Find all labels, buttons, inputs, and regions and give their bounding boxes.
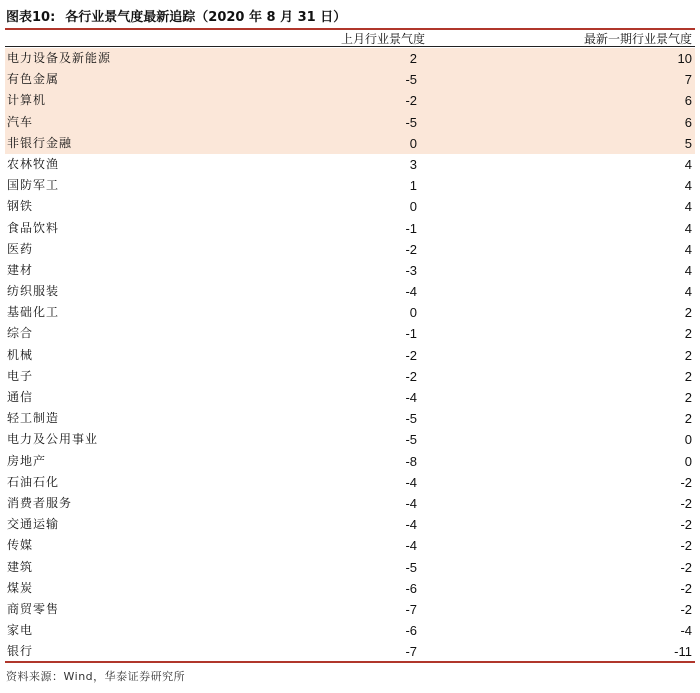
industry-name: 房地产: [7, 453, 47, 468]
industry-name: 家电: [7, 623, 34, 638]
industry-name: 电力及公用事业: [7, 432, 99, 447]
prev-value: -4: [405, 284, 417, 300]
prev-value: -4: [405, 517, 417, 533]
figure-title: [6, 4, 700, 26]
prev-value: -7: [405, 601, 417, 617]
industry-name: 钢铁: [7, 199, 34, 214]
table-row: [5, 451, 695, 472]
table-row: [5, 641, 695, 662]
industry-name: 建材: [7, 262, 34, 277]
table-row: [5, 557, 695, 578]
prev-value: -1: [405, 220, 417, 236]
table-row: [5, 302, 695, 323]
table-row: [5, 514, 695, 535]
table-row: [5, 535, 695, 556]
industry-name: 建筑: [7, 559, 34, 574]
source-note: 资料来源：Wind，华泰证券研究所: [6, 670, 186, 683]
table-row: [5, 218, 695, 239]
prev-value: -4: [405, 538, 417, 554]
table-row: [5, 472, 695, 493]
table-row: [5, 387, 695, 408]
latest-value: 2: [684, 368, 692, 384]
industry-name: 综合: [7, 326, 34, 341]
table-row: [5, 175, 695, 196]
prev-value: 3: [409, 156, 417, 172]
latest-value: 4: [684, 262, 692, 278]
bottom-rule: [5, 661, 695, 663]
latest-value: -2: [680, 601, 692, 617]
table-row: [5, 260, 695, 281]
latest-value: -11: [674, 644, 692, 660]
prev-value: -4: [405, 495, 417, 511]
table-row: [5, 323, 695, 344]
prev-value: -2: [405, 241, 417, 257]
prev-value: 0: [409, 305, 417, 321]
prev-value: -3: [405, 262, 417, 278]
industry-name: 国防军工: [7, 178, 60, 193]
industry-name: 有色金属: [7, 72, 60, 87]
table-row: [5, 48, 695, 69]
industry-name: 非银行金融: [7, 135, 73, 150]
table-row: [5, 408, 695, 429]
industry-name: 煤炭: [7, 580, 34, 595]
prev-value: 2: [409, 51, 417, 66]
industry-name: 通信: [7, 390, 34, 404]
industry-name: 电力设备及新能源: [7, 51, 112, 65]
figure-title-text: 各行业景气度最新追踪（2020 年 8 月 31 日）: [65, 9, 347, 25]
table-row: [5, 196, 695, 217]
industry-name: 传媒: [7, 538, 34, 553]
header-rule: [5, 46, 695, 47]
prev-value: -1: [405, 326, 417, 342]
column-header-prev: 上月行业景气度: [340, 32, 425, 46]
latest-value: 0: [684, 453, 692, 469]
industry-name: 基础化工: [7, 305, 60, 320]
table-row: [5, 429, 695, 450]
latest-value: 7: [684, 72, 692, 88]
latest-value: -2: [680, 474, 692, 490]
latest-value: 2: [684, 326, 692, 342]
prev-value: -5: [405, 559, 417, 575]
latest-value: -2: [680, 495, 692, 511]
table-row: [5, 90, 695, 111]
prev-value: -6: [405, 623, 417, 639]
industry-name: 消费者服务: [7, 495, 73, 510]
latest-value: 2: [684, 305, 692, 321]
table-row: [5, 281, 695, 302]
prev-value: 0: [409, 199, 417, 215]
industry-name: 银行: [7, 644, 34, 659]
prev-value: -4: [405, 390, 417, 405]
latest-value: 4: [684, 156, 692, 172]
industry-name: 食品饮料: [7, 220, 60, 235]
table-row: [5, 69, 695, 90]
industry-name: 轻工制造: [7, 411, 60, 426]
latest-value: 4: [684, 178, 692, 194]
table-row: [5, 578, 695, 599]
industry-name: 交通运输: [7, 517, 60, 532]
latest-value: -2: [680, 580, 692, 596]
latest-value: 6: [684, 93, 692, 109]
industry-name: 石油石化: [7, 474, 60, 489]
latest-value: -2: [680, 538, 692, 554]
prev-value: -5: [405, 411, 417, 427]
latest-value: 2: [684, 390, 692, 405]
latest-value: 4: [684, 220, 692, 236]
prev-value: -2: [405, 368, 417, 384]
table-row: [5, 599, 695, 620]
latest-value: 4: [684, 241, 692, 257]
latest-value: 6: [684, 114, 692, 130]
prev-value: -2: [405, 93, 417, 109]
table-row: [5, 133, 695, 154]
figure-label: 图表10:: [6, 9, 56, 25]
table-row: [5, 620, 695, 641]
industry-name: 商贸零售: [7, 601, 60, 616]
industry-name: 电子: [7, 368, 34, 383]
latest-value: 4: [684, 199, 692, 215]
industry-name: 汽车: [7, 114, 34, 129]
table-header: [5, 29, 695, 46]
table-row: [5, 112, 695, 133]
prev-value: -2: [405, 347, 417, 363]
prev-value: -6: [405, 580, 417, 596]
industry-table: [5, 48, 695, 662]
latest-value: -2: [680, 517, 692, 533]
prev-value: -5: [405, 432, 417, 448]
table-row: [5, 366, 695, 387]
prev-value: -5: [405, 114, 417, 130]
column-header-latest: 最新一期行业景气度: [583, 32, 692, 46]
industry-name: 医药: [7, 241, 34, 256]
latest-value: 2: [684, 411, 692, 427]
table-row: [5, 239, 695, 260]
prev-value: -4: [405, 474, 417, 490]
latest-value: 5: [684, 135, 692, 151]
industry-name: 纺织服装: [7, 284, 60, 299]
industry-name: 计算机: [7, 93, 47, 108]
latest-value: 10: [677, 51, 692, 66]
prev-value: 0: [409, 135, 417, 151]
prev-value: -8: [405, 453, 417, 469]
prev-value: 1: [409, 178, 417, 194]
table-row: [5, 345, 695, 366]
latest-value: 4: [684, 284, 692, 300]
table-row: [5, 154, 695, 175]
latest-value: 2: [684, 347, 692, 363]
industry-name: 机械: [7, 347, 34, 362]
industry-name: 农林牧渔: [7, 156, 60, 171]
prev-value: -5: [405, 72, 417, 88]
table-row: [5, 493, 695, 514]
latest-value: 0: [684, 432, 692, 448]
latest-value: -2: [680, 559, 692, 575]
prev-value: -7: [405, 644, 417, 660]
latest-value: -4: [680, 623, 692, 639]
